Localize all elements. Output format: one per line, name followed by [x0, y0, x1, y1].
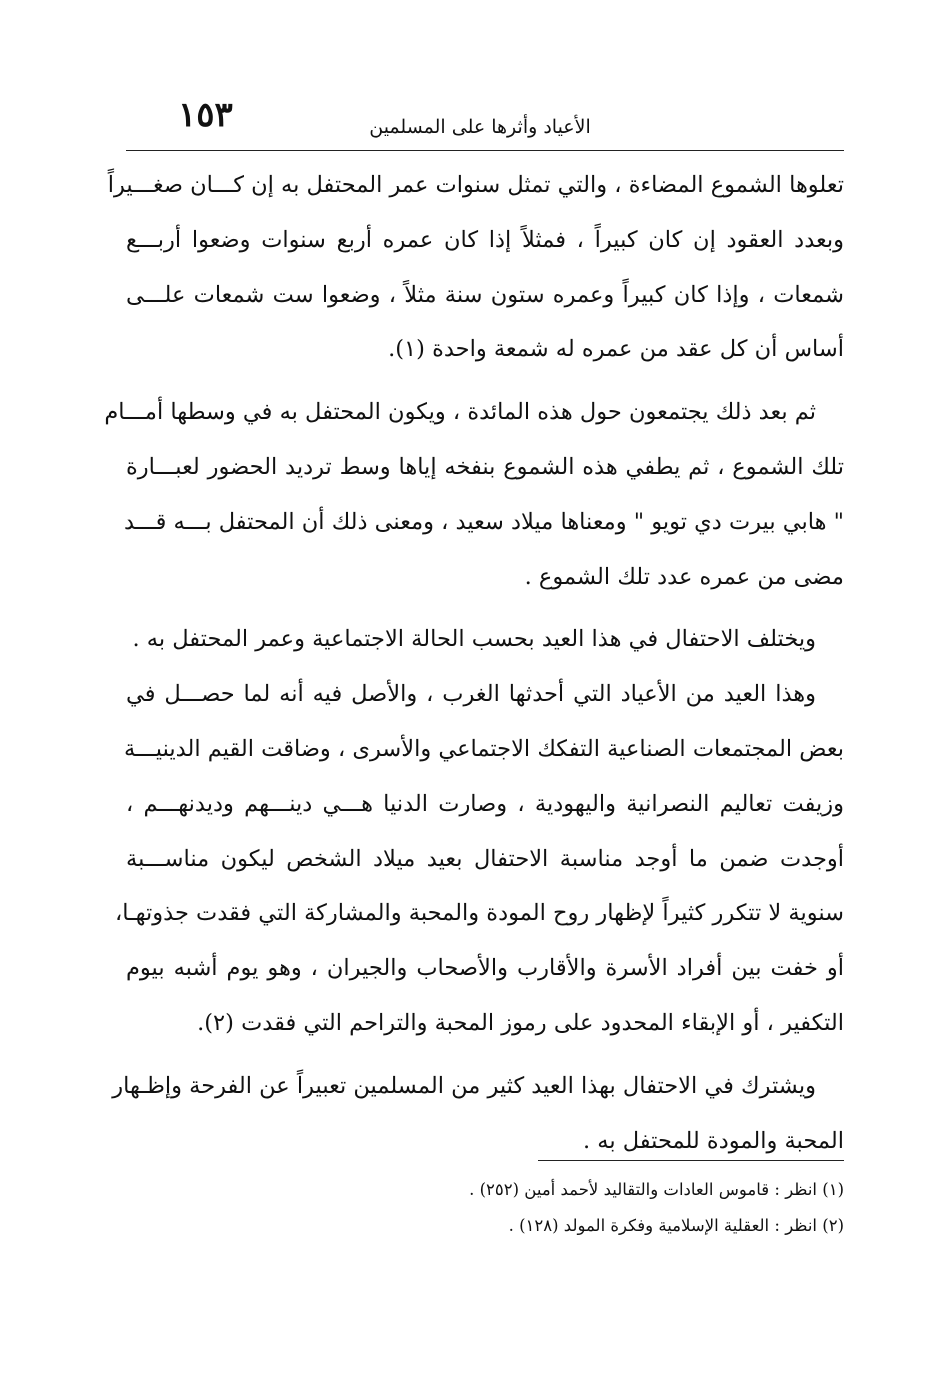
text-line: ويشترك في الاحتفال بهذا العيد كثير من المسلمين تعبيراً عن الفرحة وإظـهار [112, 1072, 816, 1099]
text-line: بعض المجتمعات الصناعية التفكك الاجتماعي والأسرى ، وضاقت القيم الدينيـــة [123, 735, 844, 762]
running-title: الأعياد وأثرها على المسلمين [369, 116, 591, 138]
text-line: " هابي بيرت دي تويو " ومعناها ميلاد سعيد ، ومعنى ذلك أن المحتفل بـــه قـــد [124, 508, 844, 535]
footnote: (٢) انظر : العقلية الإسلامية وفكرة المولد (١٢٨) . [508, 1216, 844, 1235]
text-line: شمعات ، وإذا كان كبيراً وعمره ستون سنة مثلاً ، وضعوا ست شمعات علـــى [126, 281, 844, 308]
text-line: وبعدد العقود إن كان كبيراً ، فمثلاً إذا كان عمره أربع سنوات وضعوا أربـــع [126, 226, 844, 253]
text-line: التكفير ، أو الإبقاء المحدود على رموز المحبة والتراحم التي فقدت (٢). [197, 1009, 844, 1036]
text-line: ويختلف الاحتفال في هذا العيد بحسب الحالة الاجتماعية وعمر المحتفل به . [132, 626, 816, 653]
text-line: المحبة والمودة للمحتفل به . [582, 1127, 844, 1154]
text-line: وزيفت تعاليم النصرانية واليهودية ، وصارت الدنيا هـــي دينـــهم وديدنهـــم ، [126, 790, 844, 817]
text-line: ثم بعد ذلك يجتمعون حول هذه المائدة ، ويكون المحتفل به في وسطها أمـــام [104, 399, 816, 426]
text-line: أساس أن كل عقد من عمره له شمعة واحدة (١). [388, 336, 844, 363]
page-number: ١٥٣ [178, 95, 233, 135]
footnote-rule [538, 1160, 844, 1161]
footnotes [126, 1172, 844, 1244]
text-line: سنوية لا تتكرر كثيراً لإظهار روح المودة والمحبة والمشاركة التي فقدت جذوتهـا، [114, 900, 844, 927]
text-line: أو خفت بين أفراد الأسرة والأقارب والأصحاب والجيران ، وهو يوم أشبه بيوم [126, 955, 844, 982]
main-text [104, 158, 844, 1168]
text-line: تعلوها الشموع المضاءة ، والتي تمثل سنوات عمر المحتفل به إن كـــان صغـــيراً [107, 172, 844, 198]
header-rule [126, 150, 844, 151]
footnote: (١) انظر : قاموس العادات والتقاليد لأحمد أمين (٢٥٢) . [469, 1180, 844, 1199]
text-line: أوجدت ضمن ما أوجد مناسبة الاحتفال بعيد ميلاد الشخص ليكون مناســـبة [126, 845, 844, 872]
text-line: مضى من عمره عدد تلك الشموع . [524, 563, 844, 590]
text-line: تلك الشموع ، ثم يطفي هذه الشموع بنفخه إياها وسط ترديد الحضور لعبـــارة [126, 453, 844, 480]
text-line: وهذا العيد من الأعياد التي أحدثها الغرب ، والأصل فيه أنه لما حصـــل في [126, 681, 816, 708]
